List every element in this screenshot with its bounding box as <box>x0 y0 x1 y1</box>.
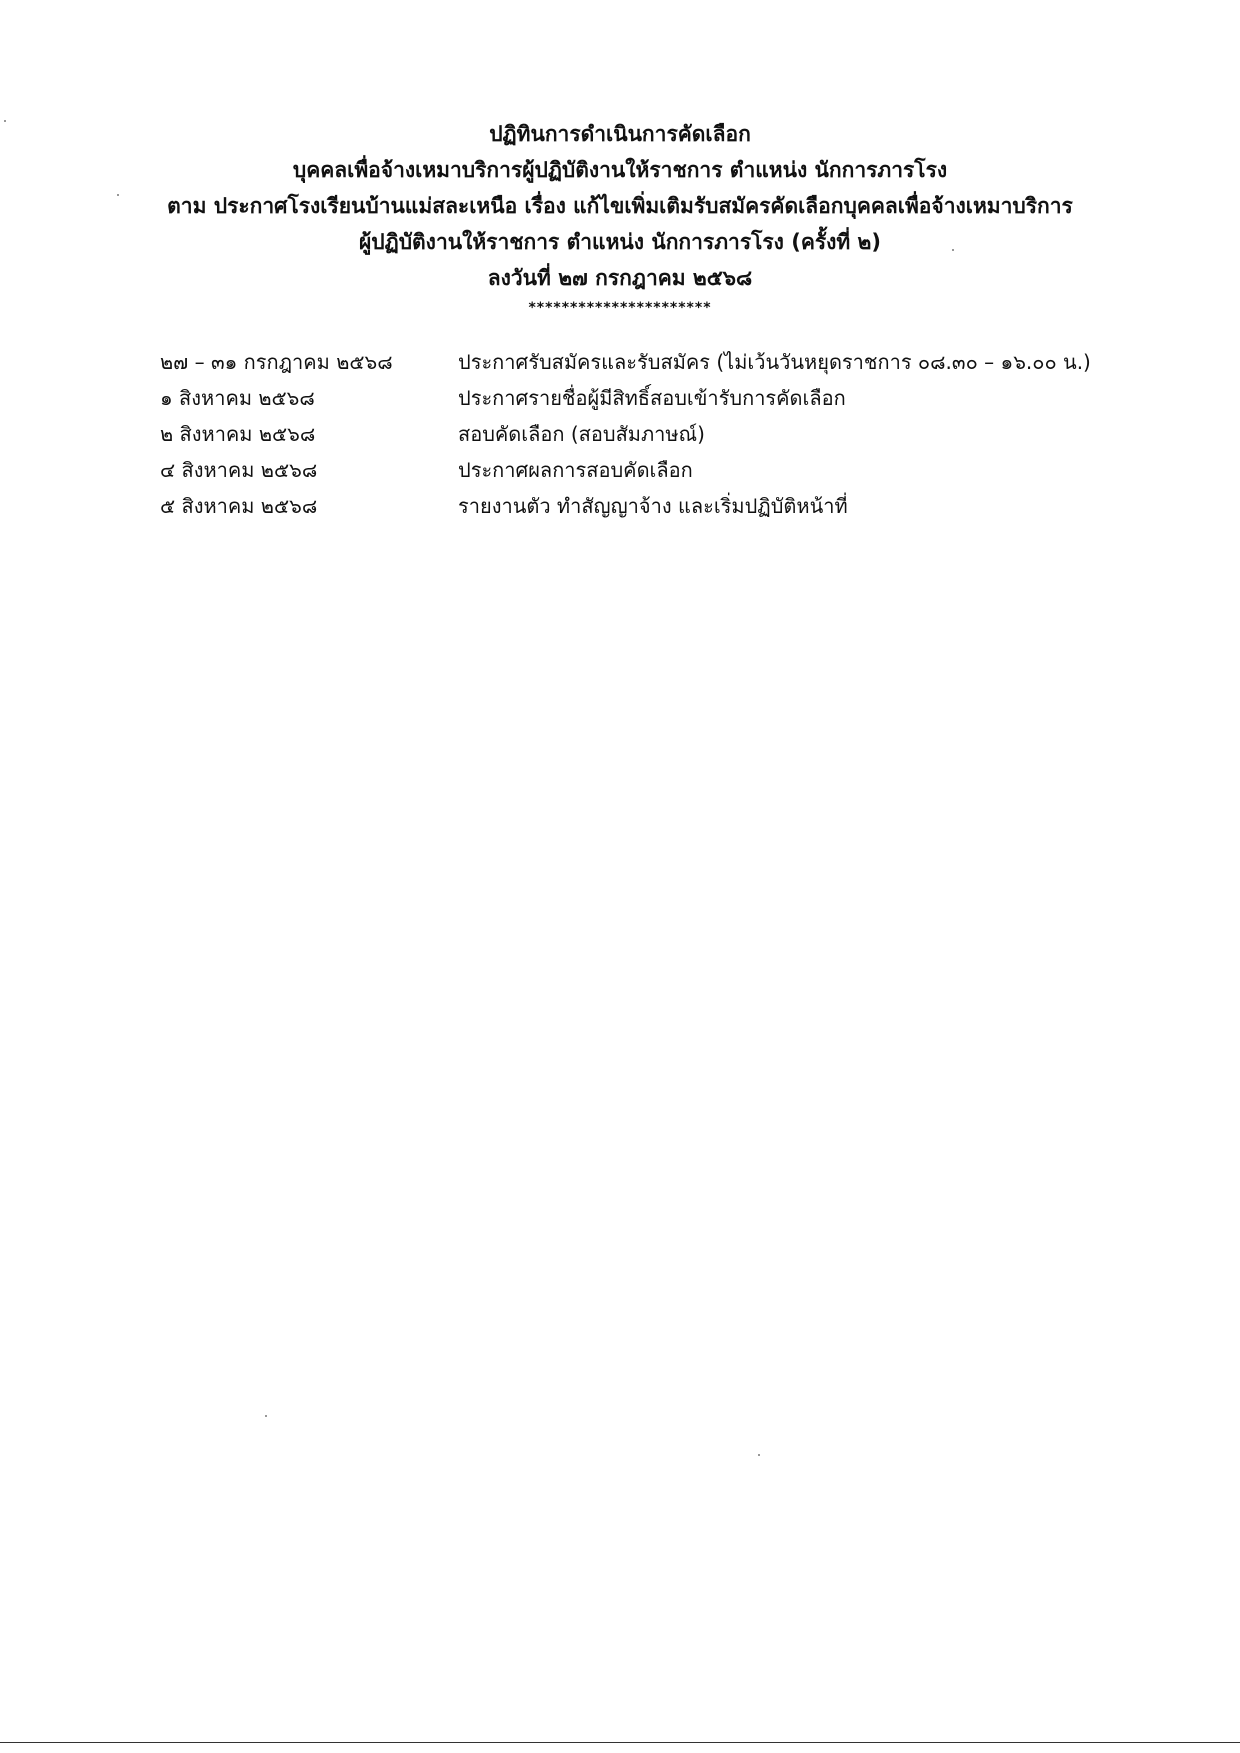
title-line-3: ตาม ประกาศโรงเรียนบ้านแม่สละเหนือ เรื่อง แก้ไขเพิ่มเติมรับสมัครคัดเลือกบุคคลเพื่อจ้างเหมาบริการ <box>167 194 1073 218</box>
scan-speck <box>952 249 954 251</box>
scan-speck <box>117 194 119 196</box>
schedule-event: สอบคัดเลือก (สอบสัมภาษณ์) <box>458 422 705 446</box>
schedule-date: ๒๗ – ๓๑ กรกฎาคม ๒๕๖๘ <box>160 350 393 374</box>
schedule-date: ๕ สิงหาคม ๒๕๖๘ <box>160 494 318 518</box>
schedule-date: ๒ สิงหาคม ๒๕๖๘ <box>160 422 316 446</box>
schedule-row <box>160 416 1160 452</box>
schedule-event: ประกาศรายชื่อผู้มีสิทธิ์สอบเข้ารับการคัดเลือก <box>458 386 846 410</box>
schedule-row <box>160 380 1160 416</box>
schedule-event: รายงานตัว ทำสัญญาจ้าง และเริ่มปฏิบัติหน้าที่ <box>458 494 848 518</box>
title-line-1: ปฏิทินการดำเนินการคัดเลือก <box>489 122 751 146</box>
schedule-event: ประกาศผลการสอบคัดเลือก <box>458 458 693 482</box>
star-separator: ********************** <box>528 300 712 316</box>
scan-speck <box>4 120 6 122</box>
title-line-2: บุคคลเพื่อจ้างเหมาบริการผู้ปฏิบัติงานให้ราชการ ตำแหน่ง นักการภารโรง <box>292 158 948 182</box>
title-line-4: ผู้ปฏิบัติงานให้ราชการ ตำแหน่ง นักการภารโรง (ครั้งที่ ๒) <box>358 230 882 254</box>
schedule-row <box>160 344 1160 380</box>
document-header <box>0 116 1240 318</box>
schedule-row <box>160 452 1160 488</box>
schedule-row <box>160 488 1160 524</box>
scan-speck <box>758 1454 760 1456</box>
schedule-table <box>160 344 1160 524</box>
scan-edge-line <box>0 1742 1240 1743</box>
schedule-event: ประกาศรับสมัครและรับสมัคร (ไม่เว้นวันหยุดราชการ ๐๘.๓๐ – ๑๖.๐๐ น.) <box>458 350 1091 374</box>
scan-speck <box>265 1415 267 1417</box>
schedule-date: ๔ สิงหาคม ๒๕๖๘ <box>160 458 318 482</box>
schedule-date: ๑ สิงหาคม ๒๕๖๘ <box>160 386 315 410</box>
announcement-date: ลงวันที่ ๒๗ กรกฎาคม ๒๕๖๘ <box>487 266 753 290</box>
